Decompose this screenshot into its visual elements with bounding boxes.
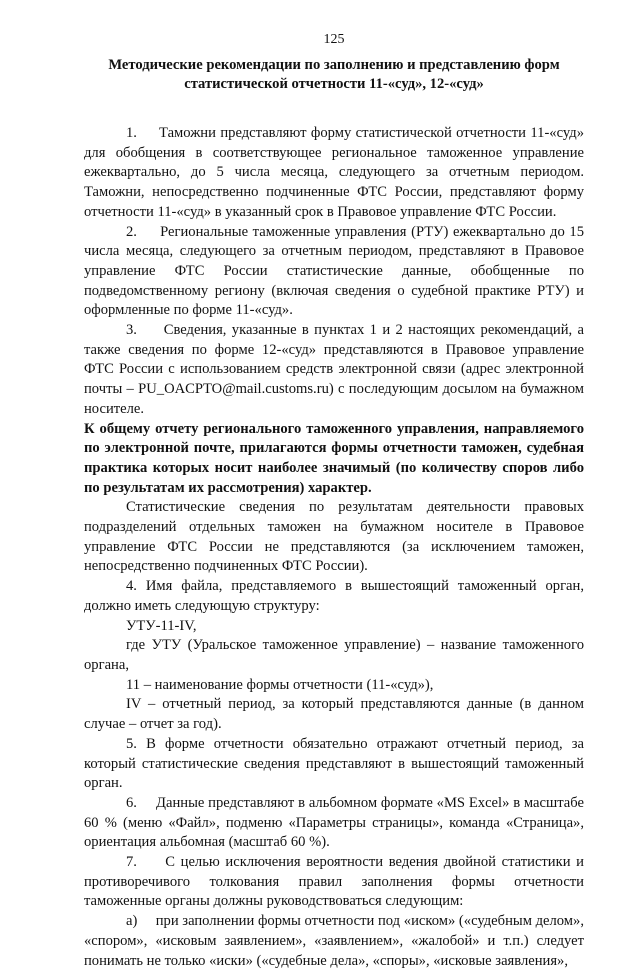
paragraph-4: 4. Имя файла, представляемого в вышестоящий таможенный орган, должно иметь следующую структуру: (84, 578, 584, 614)
paragraph-3: 3. Сведения, указанные в пунктах 1 и 2 настоящих рекомендаций, а также сведения по форме 12-«суд» представляются в Правовое управление ФТС России с использованием средств электронной связи (адрес электронной почты – PU_OACPTO@mail.customs.ru) с последующим досылом на бумажном носителе. (84, 322, 584, 417)
file-structure-where: где УТУ (Уральское таможенное управление) – название таможенного органа, (84, 637, 584, 673)
page-number: 125 (323, 32, 345, 47)
paragraph-7a: а) при заполнении формы отчетности под «иском» («судебным делом», «спором», «исковым заявлением», «заявлением», «жалобой» и т.п.) следует понимать не только «иски» («судебные дела», «споры», «исковые заявления», (84, 913, 584, 969)
paragraph-3b: Статистические сведения по результатам деятельности правовых подразделений отдельных таможен на бумажном носителе в Правовое управление ФТС России не представляются (за исключением таможен, непосредственно подчиненных ФТС России). (84, 499, 584, 575)
paragraph-1: 1. Таможни представляют форму статистической отчетности 11-«суд» для обобщения в соответствующее региональное таможенное управление ежеквартально, до 5 числа месяца, следующего за отчетным периодом. Таможни, непосредственно подчиненные ФТС России, представляют форму отчетности 11-«суд» в указанный срок в Правовое управление ФТС России. (84, 125, 584, 220)
paragraph-7: 7. С целью исключения вероятности ведения двойной статистики и противоречивого толкования правил заполнения формы отчетности таможенные органы должны руководствоваться следующим: (84, 854, 584, 910)
paragraph-5: 5. В форме отчетности обязательно отражают отчетный период, за который статистические сведения представляют в вышестоящий таможенный орган. (84, 735, 584, 792)
paragraph-2: 2. Региональные таможенные управления (РТУ) ежеквартально до 15 числа месяца, следующего за отчетным периодом, представляют в Правовое управление ФТС России статистические данные, обобщенные по подведомственному региону (включая сведения о судебной практике РТУ) и оформленные по форме 11-«суд». (84, 223, 584, 319)
title-line-1: Методические рекомендации по заполнению и представлению форм (108, 57, 560, 73)
paragraph-3-bold: К общему отчету регионального таможенного управления, направляемого по электронной почте, прилагаются формы отчетности таможен, судебная практика которых носит наиболее значимый (по количеству споров либо по результатам их рассмотрения) характер. (84, 420, 584, 496)
title-line-2: статистической отчетности 11-«суд», 12-«суд» (184, 76, 484, 92)
document-title (84, 56, 584, 94)
file-structure-form: 11 – наименование формы отчетности (11-«суд»), (126, 676, 434, 693)
paragraph-6: 6. Данные представляют в альбомном формате «MS Excel» в масштабе 60 % (меню «Файл», подменю «Параметры страницы», команда «Страница», ориентация альбомная (масштаб 60 %). (84, 794, 584, 851)
file-structure-period: IV – отчетный период, за который представляются данные (в данном случае – отчет за год). (84, 696, 584, 733)
file-structure-example: УТУ-11-IV, (126, 617, 197, 634)
